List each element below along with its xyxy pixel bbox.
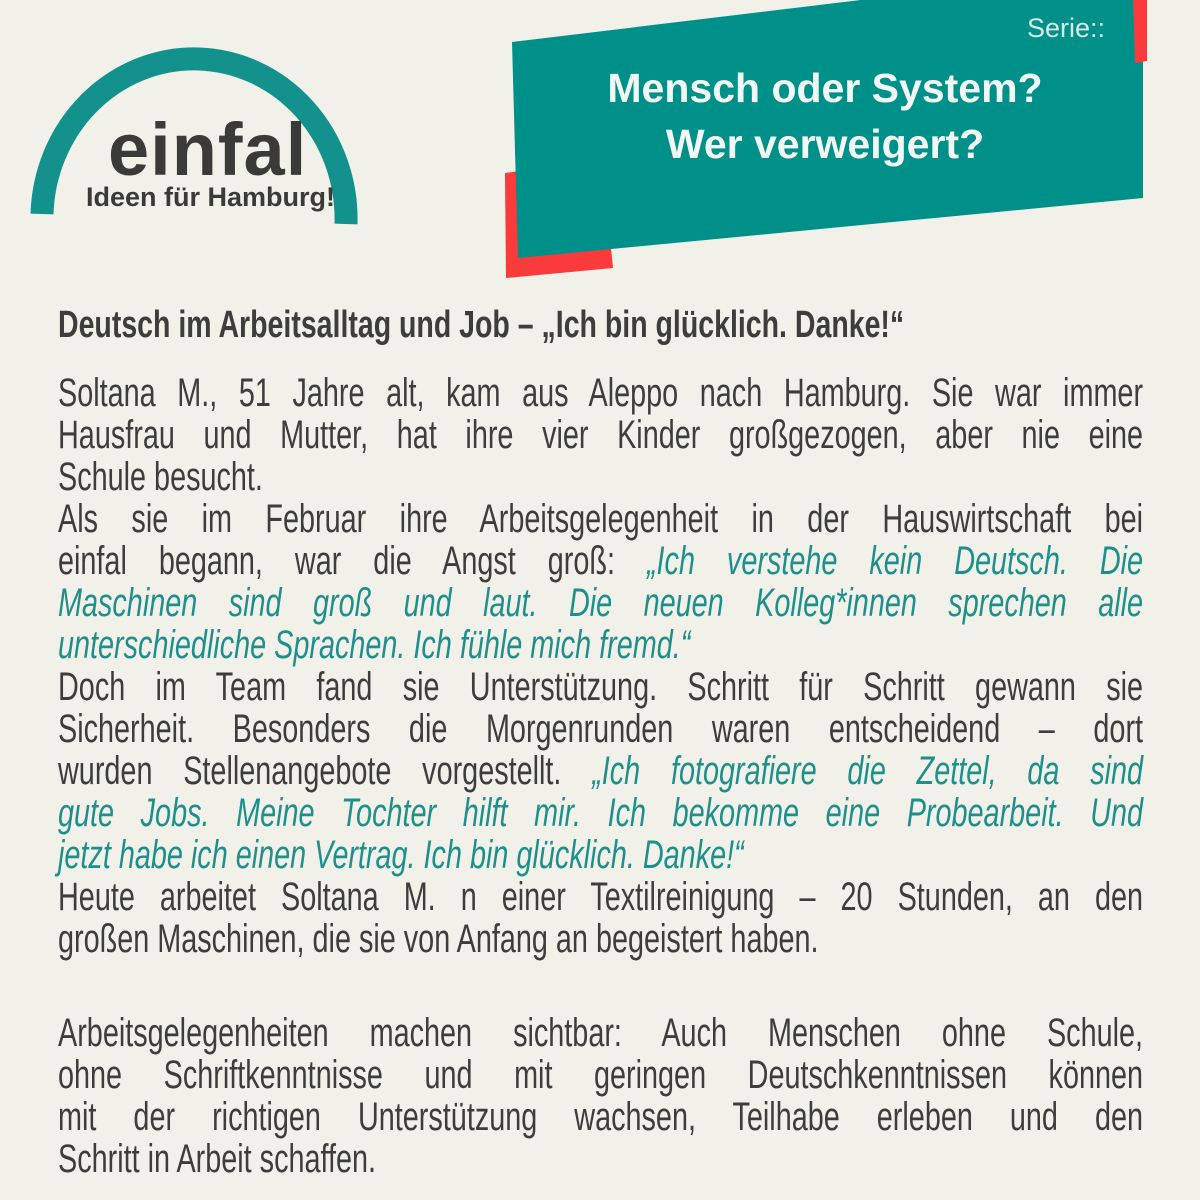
text-segment: Heute arbeitet Soltana M. n einer Textilreinigung – 20 Stunden, an den xyxy=(58,875,1144,919)
body-line xyxy=(58,666,1143,708)
text-segment: Sicherheit. Besonders die Morgenrunden waren entscheidend – dort xyxy=(58,707,1144,751)
body-line xyxy=(58,456,1143,498)
body-line xyxy=(58,1138,1143,1180)
article-body xyxy=(58,372,1148,1180)
body-line xyxy=(58,414,1143,456)
body-line xyxy=(58,372,1143,414)
banner-title-line-1: Mensch oder System? xyxy=(607,65,1043,111)
red-corner-accent-top-right xyxy=(1133,0,1147,63)
article-headline: Deutsch im Arbeitsalltag und Job – „Ich bin glücklich. Danke!“ xyxy=(58,304,905,346)
text-segment: großen Maschinen, die sie von Anfang an begeistert haben. xyxy=(58,917,819,961)
quote-segment: jetzt habe ich einen Vertrag. Ich bin glücklich. Danke!“ xyxy=(58,833,744,877)
text-segment: wurden Stellenangebote vorgestellt. xyxy=(58,749,593,793)
quote-segment: „Ich fotografiere die Zettel, da sind xyxy=(592,749,1144,793)
body-line xyxy=(58,1012,1143,1054)
body-line xyxy=(58,918,1143,960)
text-segment: einfal begann, war die Angst groß: xyxy=(58,539,647,583)
quote-segment: „Ich verstehe kein Deutsch. Die xyxy=(646,539,1144,583)
banner-title xyxy=(540,60,1110,172)
text-segment: mit der richtigen Unterstützung wachsen, Teilhabe erleben und den xyxy=(58,1095,1144,1139)
text-segment: ohne Schriftkenntnisse und mit geringen Deutschkenntnissen können xyxy=(58,1053,1144,1097)
text-segment: Als sie im Februar ihre Arbeitsgelegenheit in der Hauswirtschaft bei xyxy=(58,497,1144,541)
text-segment: Hausfrau und Mutter, hat ihre vier Kinder großgezogen, aber nie eine xyxy=(58,413,1144,457)
quote-segment: gute Jobs. Meine Tochter hilft mir. Ich bekomme eine Probearbeit. Und xyxy=(58,791,1144,835)
quote-segment: Maschinen sind groß und laut. Die neuen Kolleg*innen sprechen alle xyxy=(58,581,1144,625)
body-line xyxy=(58,750,1143,792)
body-line xyxy=(58,834,1143,876)
series-label: Serie:: xyxy=(1026,13,1105,43)
body-line xyxy=(58,792,1143,834)
body-line xyxy=(58,624,1143,666)
body-line xyxy=(58,876,1143,918)
text-segment: Schritt in Arbeit schaffen. xyxy=(58,1137,377,1181)
body-line xyxy=(58,1054,1143,1096)
body-line xyxy=(58,582,1143,624)
logo-tagline: Ideen für Hamburg! xyxy=(86,182,336,212)
text-segment: Doch im Team fand sie Unterstützung. Schritt für Schritt gewann sie xyxy=(58,665,1144,709)
body-line xyxy=(58,498,1143,540)
body-line xyxy=(58,1096,1143,1138)
text-segment: Soltana M., 51 Jahre alt, kam aus Aleppo nach Hamburg. Sie war immer xyxy=(58,371,1144,415)
text-segment: Schule besucht. xyxy=(58,455,263,499)
text-segment: Arbeitsgelegenheiten machen sichtbar: Auch Menschen ohne Schule, xyxy=(58,1011,1144,1055)
logo-brand-text: einfal xyxy=(108,108,308,191)
banner-title-line-2: Wer verweigert? xyxy=(665,121,985,167)
quote-segment: unterschiedliche Sprachen. Ich fühle mich fremd.“ xyxy=(58,623,691,667)
body-line xyxy=(58,540,1143,582)
body-line xyxy=(58,708,1143,750)
